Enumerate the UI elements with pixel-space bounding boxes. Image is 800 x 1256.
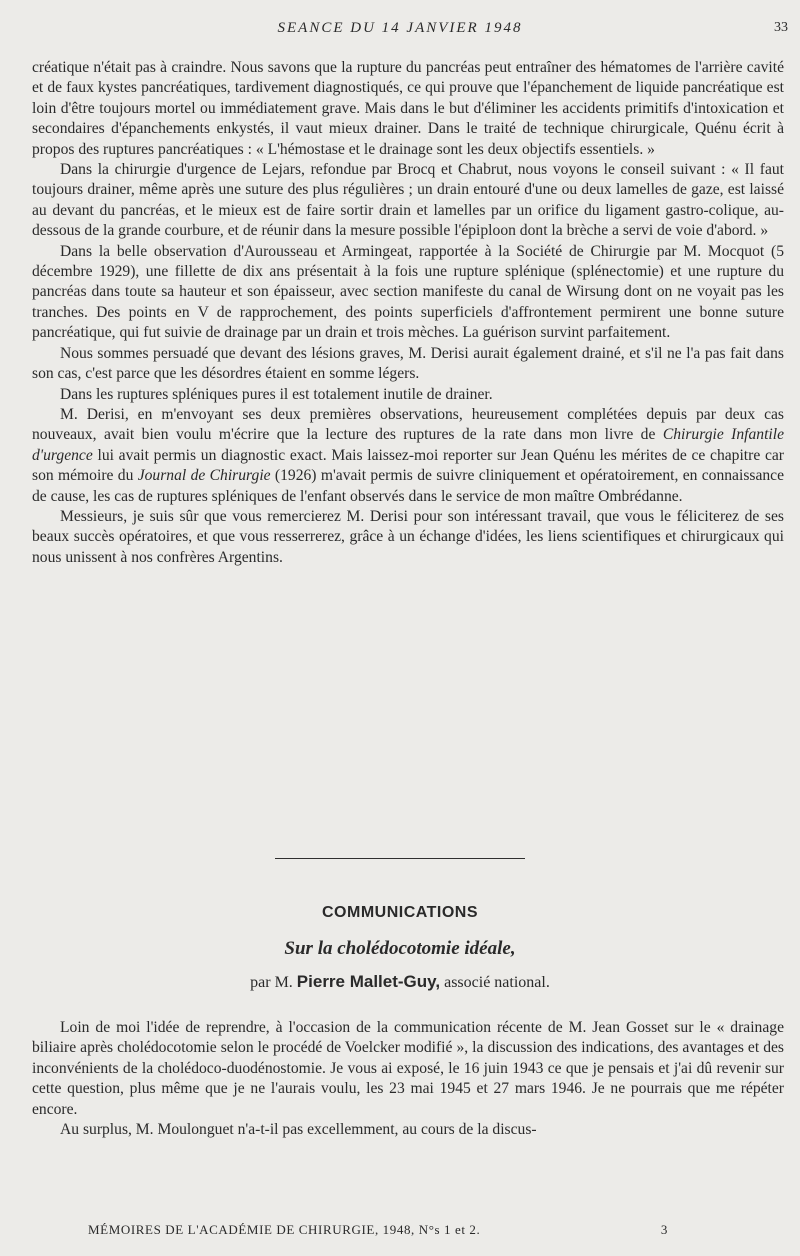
footer-page-number: 3 — [660, 1222, 668, 1237]
paragraph: créatique n'était pas à craindre. Nous savons que la rupture du pancréas peut entraîner des hématomes de l'arrière cavité et de faux kystes pancréatiques, tardivement diagnostiqués, ce qui prouve que l'épanchement de liquide pancréatique est loin d'être toujours mortel ou immédiatement grave. Mais dans le but d'éliminer les accidents primitifs d'intoxication et secondaires d'épanchements enkystés, il vaut mieux drainer. Dans le traité de technique chirurgicale, Quénu écrit à propos des ruptures pancréatiques : « L'hémostase et le drainage sont les deux objectifs essentiels. » — [32, 59, 784, 158]
running-header — [0, 20, 800, 44]
byline-suffix: associé national. — [440, 974, 550, 991]
section-heading: COMMUNICATIONS — [321, 904, 479, 921]
paragraph: Au surplus, M. Moulonguet n'a-t-il pas excellemment, au cours de la discus- — [60, 1121, 537, 1139]
paragraph: Dans la chirurgie d'urgence de Lejars, refondue par Brocq et Chabrut, nous voyons le conseil suivant : « Il faut toujours drainer, même après une suture des plus régulières ; un drain entouré d'une ou deux lamelles de gaze, est laissé au devant du pancréas, et le mieux est de faire sortir drain et lamelles par un orifice du ligament gastro-colique, au-dessous de la grande courbure, et de réunir dans la mesure possible l'épiploon dont la brèche a servi de voie d'abord. » — [32, 161, 784, 240]
running-title: SEANCE DU 14 JANVIER 1948 — [277, 20, 523, 36]
paragraph: Dans la belle observation d'Aurousseau et Armingeat, rapportée à la Société de Chirurgie par M. Mocquot (5 décembre 1929), une fillette de dix ans présentait à la fois une rupture splénique (splénectomie) et une rupture du pancréas dans toute sa hauteur et son épaisseur, avec section manifeste du canal de Wirsung dont on ne voyait pas les tranches. Des points en V de rapprochement, des points superficiels d'affrontement permirent une bonne suture pancréatique, qui fut suivie de drainage par un drain et trois mèches. La guérison survint parfaitement. — [32, 242, 784, 342]
page-number: 33 — [774, 20, 788, 35]
book-title: Chirurgie Infantile d'urgence — [32, 426, 785, 464]
byline-prefix: par M. — [250, 974, 297, 991]
report-body — [32, 58, 784, 568]
paragraph: Nous sommes persuadé que devant des lésions graves, M. Derisi aurait également drainé, et s'il ne l'a pas fait dans son cas, c'est parce que les désordres étaient en somme légers. — [32, 344, 784, 383]
paragraph — [32, 405, 784, 507]
author-name: Pierre Mallet-Guy, — [296, 972, 441, 991]
paragraph: Loin de moi l'idée de reprendre, à l'occasion de la communication récente de M. Jean Gosset sur le « drainage biliaire après cholédocotomie selon le procédé de Voelcker modifié », la discussion des indications, des avantages et des inconvénients de la cholédoco-duodénostomie. Je vous ai exposé, le 16 juin 1943 ce que je pensais et j'ai dû revenir sur cette question, plus même que je ne l'aurais voulu, les 23 mai 1945 et 27 mars 1946. Je ne pourrais que me répéter encore. — [32, 1019, 784, 1118]
paragraph-text: lui avait permis un diagnostic exact. Mais laissez-moi reporter sur Jean Quénu les mérites de ce chapitre car son mémoire du — [32, 446, 784, 485]
paragraph: Messieurs, je suis sûr que vous remercierez M. Derisi pour son intéressant travail, que vous le féliciterez de ses beaux succès opératoires, et que vous resserrerez, grâce à un échange d'idées, les liens scientifiques et chirurgicaux qui nous unissent à nos confrères Argentins. — [32, 507, 784, 566]
paragraph-text: M. Derisi, en m'envoyant ses deux premières observations, heureusement complétées depuis par deux cas nouveaux, avait bien voulu m'écrire que la lecture des ruptures de la rate dans mon livre de — [32, 405, 784, 444]
paragraph-text: (1926) m'avait permis de suivre cliniquement et opératoirement, en connaissance de cause, les cas de ruptures spléniques de l'enfant observés dans le service de mon maître Ombrédanne. — [32, 467, 785, 505]
page-footer — [88, 1222, 688, 1242]
section-divider — [275, 858, 525, 859]
byline — [0, 972, 800, 992]
journal-title: Journal de Chirurgie — [137, 467, 271, 485]
article-title: Sur la cholédocotomie idéale, — [284, 938, 516, 959]
paragraph: Dans les ruptures spléniques pures il est totalement inutile de drainer. — [60, 385, 493, 403]
footer-text: MÉMOIRES DE L'ACADÉMIE DE CHIRURGIE, 1948, N°s 1 et 2. — [88, 1222, 481, 1237]
communication-body — [32, 1018, 784, 1140]
